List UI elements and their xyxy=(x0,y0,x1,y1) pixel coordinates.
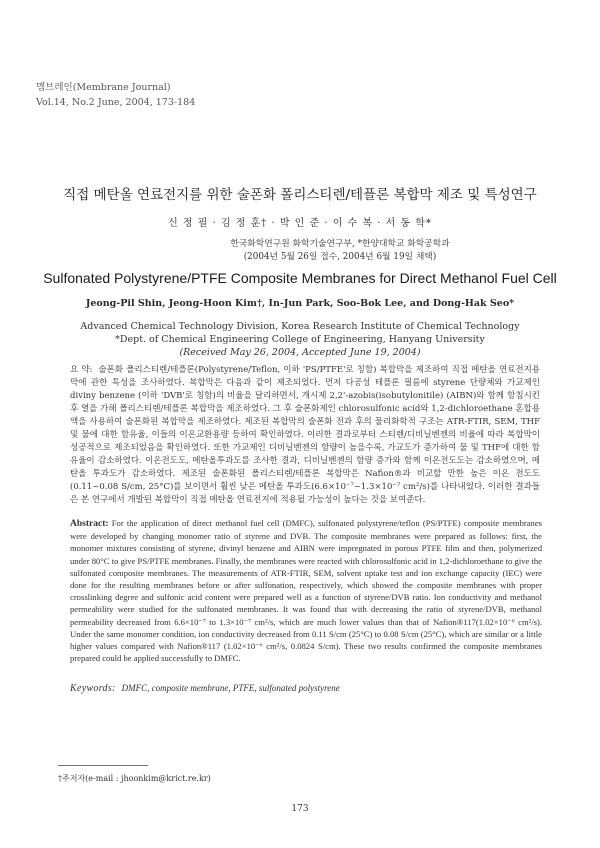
keywords-label: Keywords: xyxy=(70,683,116,694)
korean-affiliation-block xyxy=(190,238,490,264)
english-affiliation-2: *Dept. of Chemical Engineering College of Engineering, Hanyang University xyxy=(115,334,485,345)
korean-affiliation: 한국화학연구원 화학기술연구부, *한양대학교 화학공학과 xyxy=(230,239,450,249)
korean-abstract xyxy=(70,364,540,507)
korean-title: 직접 메탄올 연료전지를 위한 술폰화 폴리스티렌/테플론 복합막 제조 및 특성연구 xyxy=(63,187,537,203)
english-abstract-label: Abstract: xyxy=(70,519,109,529)
english-affiliation-1: Advanced Chemical Technology Division, Korea Research Institute of Chemical Technology xyxy=(80,321,520,332)
english-authors: Jeong-Pil Shin, Jeong-Hoon Kim†, In-Jun Park, Soo-Bok Lee, and Dong-Hak Seo* xyxy=(85,298,515,309)
keywords xyxy=(70,683,542,694)
english-affiliation-block xyxy=(0,320,600,359)
journal-header xyxy=(36,80,195,110)
english-abstract xyxy=(70,517,542,664)
korean-abstract-text: 술폰화 폴리스티렌/테플론(Polystyrene/Teflon, 이하 'PS/PTFE'로 칭함) 복합막을 제조하여 직접 메탄올 연료전지용 막에 관한 특성을 조사하였다. 복합막은 다음과 같이 제조되었다. 먼저 다공성 테플론 필름에 styrene 단량체와 가교제인 diviny benzene (이하 'DVB'로 칭함)의 비율을 달리하면서, 개시제 2,2'-azobis(isobutylonitile) (AIBN)와 함께 함침시킨 후 열을 가해 폴리스티렌/테플론 복합막을 제조하였다. 그 후 술폰화제인 chlorosulfonic acid와 1,2-dichloroethane 혼합용액을 사용하여 술폰화된 복합막을 제조하였다. 제조된 복합막의 술폰화 전과 후의 물리화학적 구조는 ATR-FTIR, SEM, THF 및 물에 대한 함유율, 이들의 이온교환용량 등하여 확인하였다. 이러한 결과로부터 스티렌/디비닐벤젠의 비율에 따라 복합막이 성공적으로 제조되었음을 확인하였다. 또한 가교제인 디비닐벤젠의 함량이 높을수록, 가교도가 증가하여 물 및 THF에 대한 함유율이 감소하였다. 이온전도도, 메탄올투과도를 조사한 결과, 디비닐벤젠의 함량 증가와 함께 이온전도도는 감소하였으며, 메탄올 투과도가 감소하였다. 제조된 술폰화된 폴리스티렌/테플론 복합막은 Nafion®과 비교할 만한 높은 이온 전도도(0.11~0.08 S/cm, 25°C)를 보이면서 훨씬 낮은 메탄올 투과도(6.6×10⁻⁷~1.3×10⁻⁷ cm²/s)를 나타내었다. 이러한 결과들은 본 연구에서 개발된 복합막이 직접 메탄올 연료전지에 적용될 가능성이 높다는 것을 보여준다. xyxy=(70,365,540,505)
journal-citation: Vol.14, No.2 June, 2004, 173-184 xyxy=(36,97,196,108)
english-abstract-text: For the application of direct methanol fuel cell (DMFC), sulfonated polystyrene/teflon (PS/PTFE) composite membranes were developed by changing monomer ratio of styrene and DVB. The composite membranes were prepared as follows: first, the monomer mixtures consisting of styrene, divinyl benzene and AIBN were impregnated in porous PTFE film and then, polymerized under 80°C to give PS/PTFE membranes. Finally, the membranes were reacted with chlorosulfonic acid in 1,2-dichloroethane to give the sulfonated composite membranes. The measurements of ATR-FTIR, SEM, solvent uptake test and ion exchange capacity (IEC) were done for the resulting membranes before or after sulfonation, respectively, which showed the composite membranes with proper crosslinking degree and sulfonic acid content were prepared well as a function of styrene/DVB ratio. Ion conductivity and methanol permeability were studied for the sulfonated membranes. It was found that with decreasing the ratio of styrene/DVB, methanol permeability decreased from 6.6×10⁻⁷ to 1.3×10⁻⁷ cm²/s, which are much lower values than that of Nafion®117(1.02×10⁻⁶ cm²/s). Under the same monomer condition, ion conductivity decreased from 0.11 S/cm (25°C) to 0.08 S/cm (25°C), which are similar or a little higher values compared with Nafion®117 (1.02×10⁻⁶ cm²/s, 0.0824 S/cm). These two results confirmed the composite membranes prepared could be applied successfully to DMFC. xyxy=(70,518,542,664)
korean-authors: 신 정 필 · 김 정 훈† · 박 인 준 · 이 수 복 · 서 동 학* xyxy=(168,218,432,229)
english-title: Sulfonated Polystyrene/PTFE Composite Membranes for Direct Methanol Fuel Cell xyxy=(43,270,557,286)
keywords-text: DMFC, composite membrane, PTFE, sulfonated polystyrene xyxy=(121,683,340,693)
korean-dates: (2004년 5월 26일 접수, 2004년 6월 19일 채택) xyxy=(243,252,437,262)
page-number: 173 xyxy=(291,804,309,814)
received-dates: (Received May 26, 2004, Accepted June 19, 2004) xyxy=(179,347,421,358)
corresponding-author-footnote: †주저자(e-mail : jhoonkim@krict.re.kr) xyxy=(58,774,211,783)
footnote-divider xyxy=(58,765,148,766)
korean-abstract-label: 요 약: xyxy=(70,365,93,375)
journal-name: 멤브레인(Membrane Journal) xyxy=(36,82,171,93)
